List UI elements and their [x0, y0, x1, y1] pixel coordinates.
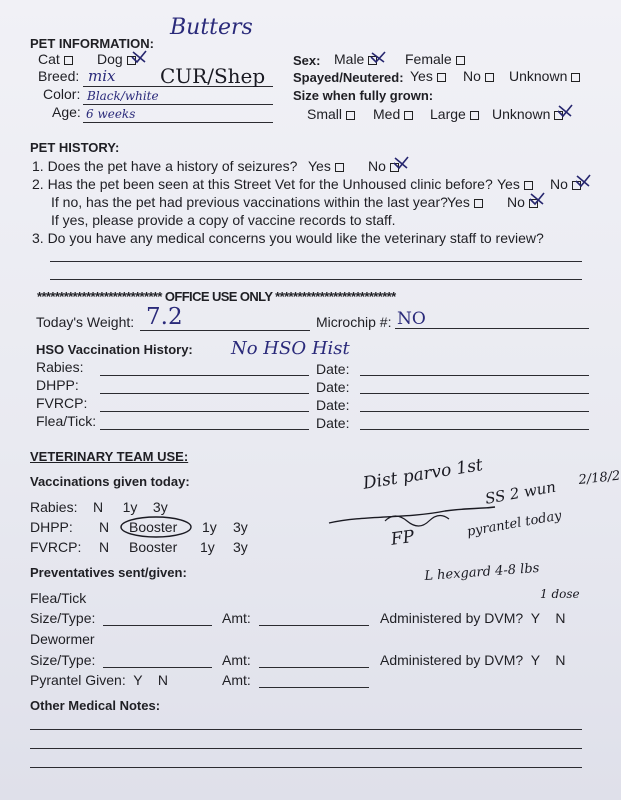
hso-fvrcp-label: FVRCP:	[36, 395, 88, 411]
flea-amt-line	[259, 625, 369, 626]
note-pyrantel-today: pyrantel today	[465, 508, 563, 540]
q1-text: 1. Does the pet have a history of seizures?	[32, 158, 298, 174]
other-notes-heading: Other Medical Notes:	[30, 698, 161, 713]
spayed-unknown-label: Unknown	[509, 68, 568, 84]
male-check-mark-icon	[369, 50, 387, 65]
female-label: Female	[405, 51, 452, 67]
male-label: Male	[334, 51, 365, 67]
female-option[interactable]	[405, 52, 465, 66]
size-unknown-label: Unknown	[492, 106, 551, 122]
pyrantel-amt-label: Amt:	[222, 672, 251, 688]
q1-yes-checkbox[interactable]	[335, 163, 344, 172]
color-label: Color:	[43, 86, 81, 102]
q3-answer-line-2	[50, 279, 582, 280]
hso-dhpp-date-line	[360, 393, 589, 394]
size-med-option[interactable]	[373, 107, 413, 121]
flea-amt-label: Amt:	[222, 610, 251, 626]
q2-sub1-no-label: No	[507, 194, 525, 210]
hso-flea-date-label: Date:	[316, 415, 350, 431]
vet-dhpp-n: N	[99, 519, 110, 535]
hso-dhpp-label: DHPP:	[36, 377, 79, 393]
sex-label: Sex:	[293, 53, 321, 68]
size-unknown-check-mark-icon	[556, 103, 574, 119]
q1-no-check-mark-icon	[392, 155, 410, 171]
vet-dhpp-1y: 1y	[202, 519, 217, 535]
size-small-label: Small	[307, 106, 343, 122]
size-label: Size when fully grown:	[293, 88, 434, 103]
vet-fvrcp-1y: 1y	[200, 539, 215, 555]
spayed-unknown-option[interactable]	[509, 69, 580, 83]
size-large-label: Large	[430, 106, 466, 122]
q1-yes-label: Yes	[308, 158, 331, 174]
spayed-yes-option[interactable]	[410, 69, 446, 83]
dog-check-mark-icon	[130, 49, 148, 65]
breed-label: Breed:	[38, 68, 80, 84]
pyrantel-amt-line	[259, 687, 369, 688]
hso-flea-label: Flea/Tick:	[36, 413, 97, 429]
microchip-value: NO	[397, 309, 426, 329]
size-med-label: Med	[373, 106, 401, 122]
spayed-no-checkbox[interactable]	[485, 73, 494, 82]
note-one-dose: 1 dose	[540, 587, 580, 601]
note-fp: FP	[389, 526, 416, 550]
notes-line-1	[30, 729, 582, 730]
flea-admin-dvm: Administered by DVM? Y N	[380, 610, 566, 626]
history-heading: PET HISTORY:	[30, 140, 120, 155]
q2-text: 2. Has the pet been seen at this Street Vet for the Unhoused clinic before?	[32, 176, 493, 192]
flea-size-type-label: Size/Type:	[30, 610, 96, 626]
female-checkbox[interactable]	[456, 56, 465, 65]
hso-fvrcp-line	[100, 411, 309, 412]
q1-yes-option[interactable]	[308, 159, 344, 173]
q2-sub1-yes-option[interactable]	[447, 195, 483, 209]
breed-value-mix: mix	[88, 67, 116, 85]
size-unknown-option[interactable]	[492, 107, 563, 121]
vet-dhpp-booster: Booster	[129, 519, 178, 535]
q2-yes-label: Yes	[497, 176, 520, 192]
weight-line	[140, 330, 310, 331]
weight-value: 7.2	[146, 304, 183, 330]
note-dist-parvo: Dist parvo 1st	[361, 455, 485, 494]
preventatives-heading: Preventatives sent/given:	[30, 565, 187, 580]
flea-size-type-line	[103, 625, 212, 626]
flea-tick-label: Flea/Tick	[30, 590, 87, 606]
vet-fvrcp-n: N	[99, 539, 110, 555]
hso-dhpp-line	[100, 393, 309, 394]
hso-flea-date-line	[360, 429, 589, 430]
vet-dhpp-label: DHPP:	[30, 519, 73, 535]
q2-no-check-mark-icon	[574, 173, 592, 189]
notes-line-3	[30, 767, 582, 768]
note-hexgard: L hexgard 4-8 lbs	[423, 560, 540, 584]
note-date: 2/18/2	[577, 468, 621, 488]
vet-rabies-row: Rabies: N 1y 3y	[30, 499, 168, 515]
q2-no-label: No	[550, 176, 568, 192]
office-use-banner: **************************** OFFICE USE ONLY ***************************	[37, 289, 396, 304]
cat-checkbox[interactable]	[64, 56, 73, 65]
spayed-yes-checkbox[interactable]	[437, 73, 446, 82]
size-small-option[interactable]	[307, 107, 355, 121]
size-med-checkbox[interactable]	[404, 111, 413, 120]
hso-flea-line	[100, 429, 309, 430]
dewormer-size-type-label: Size/Type:	[30, 652, 96, 668]
breed-value-cur-shep: CUR/Shep	[160, 64, 266, 88]
color-line	[83, 104, 273, 105]
q2-yes-option[interactable]	[497, 177, 533, 191]
age-line	[83, 122, 273, 123]
size-large-checkbox[interactable]	[470, 111, 479, 120]
vet-dhpp-3y: 3y	[233, 519, 248, 535]
hso-fvrcp-date-line	[360, 411, 589, 412]
spayed-yes-label: Yes	[410, 68, 433, 84]
age-label: Age:	[52, 104, 81, 120]
dewormer-amt-label: Amt:	[222, 652, 251, 668]
vet-heading: VETERINARY TEAM USE:	[30, 449, 189, 464]
dewormer-admin-dvm: Administered by DVM? Y N	[380, 652, 566, 668]
dewormer-label: Dewormer	[30, 631, 95, 647]
notes-line-2	[30, 748, 582, 749]
q2-sub1-yes-label: Yes	[447, 194, 470, 210]
spayed-unknown-checkbox[interactable]	[571, 73, 580, 82]
vaccinations-heading: Vaccinations given today:	[30, 474, 190, 489]
hso-rabies-date-line	[360, 375, 589, 376]
dog-label: Dog	[97, 51, 123, 67]
hso-heading: HSO Vaccination History:	[36, 342, 193, 357]
cat-option[interactable]	[38, 52, 73, 66]
hso-note-handwritten: No HSO Hist	[231, 338, 350, 359]
note-ss-2wun: SS 2 wun	[483, 477, 558, 508]
spayed-label: Spayed/Neutered:	[293, 70, 404, 85]
pyrantel-given: Pyrantel Given: Y N	[30, 672, 168, 688]
vet-fvrcp-3y: 3y	[233, 539, 248, 555]
vet-fvrcp-booster: Booster	[129, 539, 178, 555]
q2-sub2-text: If yes, please provide a copy of vaccine records to staff.	[51, 212, 396, 228]
q3-text: 3. Do you have any medical concerns you would like the veterinary staff to review?	[32, 230, 544, 246]
q2-sub1-yes-checkbox[interactable]	[474, 199, 483, 208]
hso-fvrcp-date-label: Date:	[316, 397, 350, 413]
spayed-no-label: No	[463, 68, 481, 84]
q2-sub1-text: If no, has the pet had previous vaccinations within the last year?	[51, 194, 448, 210]
pet-name-handwritten: Butters	[170, 15, 253, 40]
spayed-no-option[interactable]	[463, 69, 494, 83]
size-large-option[interactable]	[430, 107, 479, 121]
dewormer-size-type-line	[103, 667, 212, 668]
dewormer-amt-line	[259, 667, 369, 668]
hso-rabies-line	[100, 375, 309, 376]
hso-dhpp-date-label: Date:	[316, 379, 350, 395]
hso-rabies-date-label: Date:	[316, 361, 350, 377]
hso-rabies-label: Rabies:	[36, 359, 84, 375]
cat-label: Cat	[38, 51, 60, 67]
q3-answer-line-1	[50, 261, 582, 262]
q1-no-label: No	[368, 158, 386, 174]
booster-circle-mark-icon	[118, 512, 198, 540]
vet-fvrcp-label: FVRCP:	[30, 539, 82, 555]
size-small-checkbox[interactable]	[346, 111, 355, 120]
microchip-label: Microchip #:	[316, 314, 392, 330]
weight-label: Today's Weight:	[36, 314, 135, 330]
age-value: 6 weeks	[86, 107, 136, 121]
q2-sub1-no-check-mark-icon	[528, 191, 546, 207]
pet-info-heading: PET INFORMATION:	[30, 36, 154, 51]
color-value: Black/white	[87, 89, 159, 103]
q2-yes-checkbox[interactable]	[524, 181, 533, 190]
